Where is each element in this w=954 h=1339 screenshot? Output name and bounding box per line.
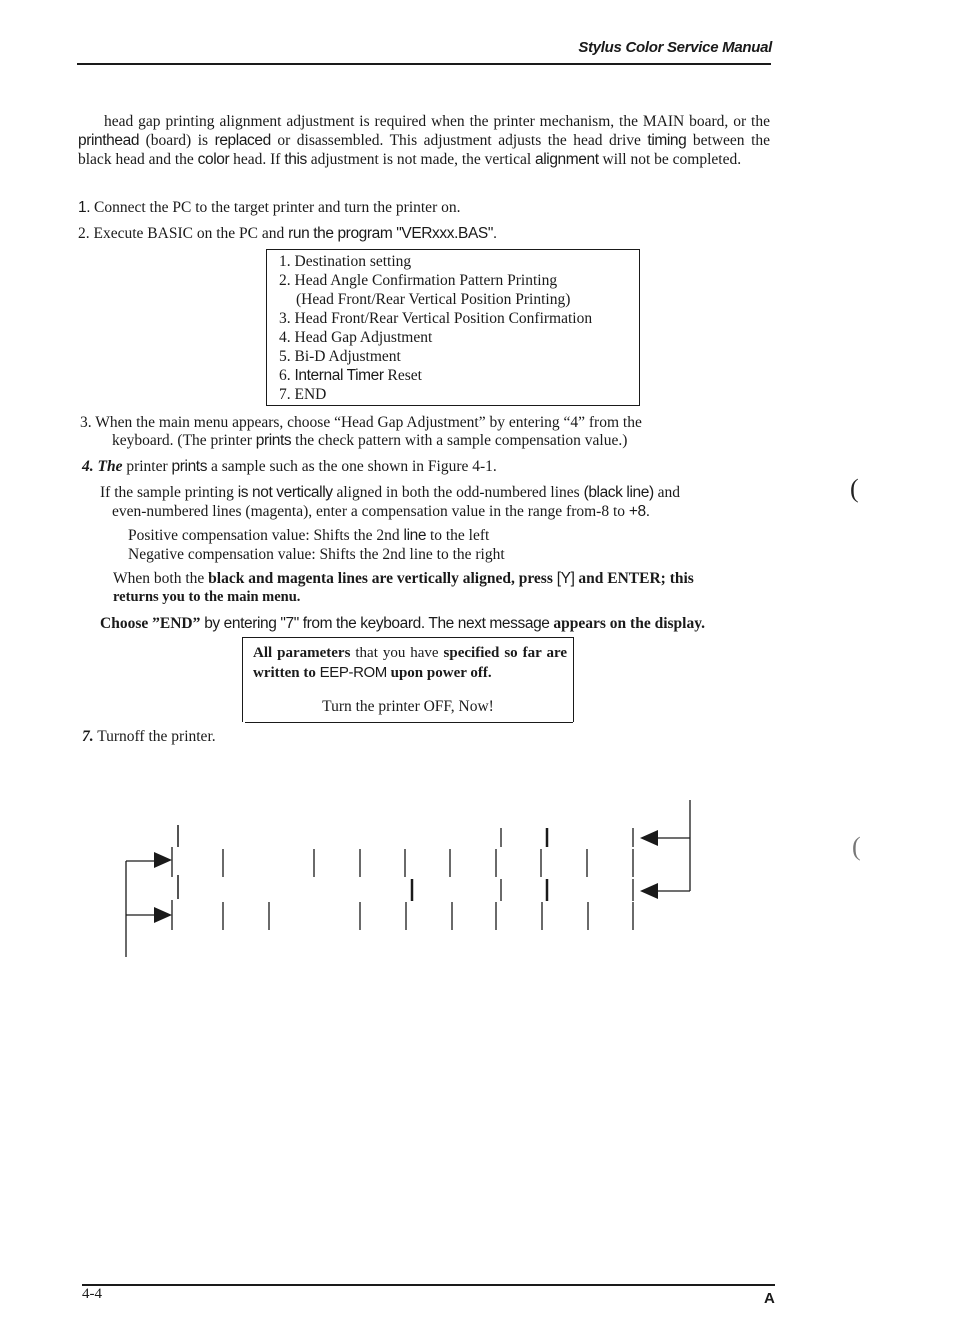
menu-item: 5. Bi-D Adjustment: [279, 348, 401, 365]
menu-item: 2. Head Angle Confirmation Pattern Printing: [279, 272, 558, 289]
step-6-line-2: returns you to the main menu.: [113, 589, 301, 605]
step-6-line-1: When both the black and magenta lines are vertically aligned, press [Y] and ENTER; this: [113, 570, 694, 587]
footer-rule: [82, 1284, 775, 1286]
choose-end-line: Choose ”END” by entering "7" from the keyboard. The next message appears on the display.: [100, 615, 705, 632]
menu-item: 1. Destination setting: [279, 253, 412, 270]
message-text: All parameters that you have specified so far are written to EEP-ROM upon power off.: [253, 645, 567, 681]
menu-item: 6. Internal Timer Reset: [279, 367, 422, 384]
step-3-line-2: keyboard. (The printer prints the check pattern with a sample compensation value.): [112, 432, 628, 449]
menu-item: 3. Head Front/Rear Vertical Position Confirmation: [279, 310, 593, 327]
margin-scan-mark: (: [852, 832, 861, 861]
margin-scan-mark: (: [850, 474, 859, 503]
step-3-line-1: 3. When the main menu appears, choose “Head Gap Adjustment” by entering “4” from the: [80, 414, 642, 431]
message-box-rule: [245, 722, 573, 723]
arrow-right-marker: [154, 907, 172, 923]
arrow-left-marker: [640, 830, 658, 846]
step-1: 1. Connect the PC to the target printer and turn the printer on.: [78, 199, 461, 216]
step-5-line-2: even-numbered lines (magenta), enter a compensation value in the range from-8 to +8.: [112, 503, 650, 520]
alignment-sample-figure: [110, 795, 710, 965]
step-5-line-1: If the sample printing is not vertically aligned in both the odd-numbered lines (black line) and: [100, 484, 680, 501]
positive-compensation: Positive compensation value: Shifts the 2nd line to the left: [128, 527, 490, 544]
page-number: 4-4: [82, 1286, 102, 1302]
main-menu-box: [266, 249, 640, 406]
menu-item-subline: (Head Front/Rear Vertical Position Printing): [296, 291, 571, 308]
arrow-right-marker: [154, 852, 172, 868]
step-2: 2. Execute BASIC on the PC and run the program "VERxxx.BAS".: [78, 225, 497, 242]
menu-item: 7. END: [279, 386, 327, 403]
display-message-box: [242, 637, 574, 722]
step-7: 7. Turnoff the printer.: [82, 728, 216, 745]
arrow-left-marker: [640, 883, 658, 899]
menu-item: 4. Head Gap Adjustment: [279, 329, 433, 346]
negative-compensation: Negative compensation value: Shifts the 2nd line to the right: [128, 546, 505, 563]
manual-title: Stylus Color Service Manual: [578, 39, 772, 56]
message-footer: Turn the printer OFF, Now!: [322, 698, 494, 715]
step-4: 4. The printer prints a sample such as the one shown in Figure 4-1.: [82, 458, 497, 475]
revision-mark: A: [764, 1290, 775, 1307]
intro-paragraph: head gap printing alignment adjustment is required when the printer mechanism, the MAIN board, or the printhead (board) is replaced or disassembled. This adjustment adjusts the head drive timing between the black head and the color head. If this adjustment is not made, the vertical alignment will not be completed.: [78, 113, 771, 168]
header-rule: [77, 63, 771, 65]
